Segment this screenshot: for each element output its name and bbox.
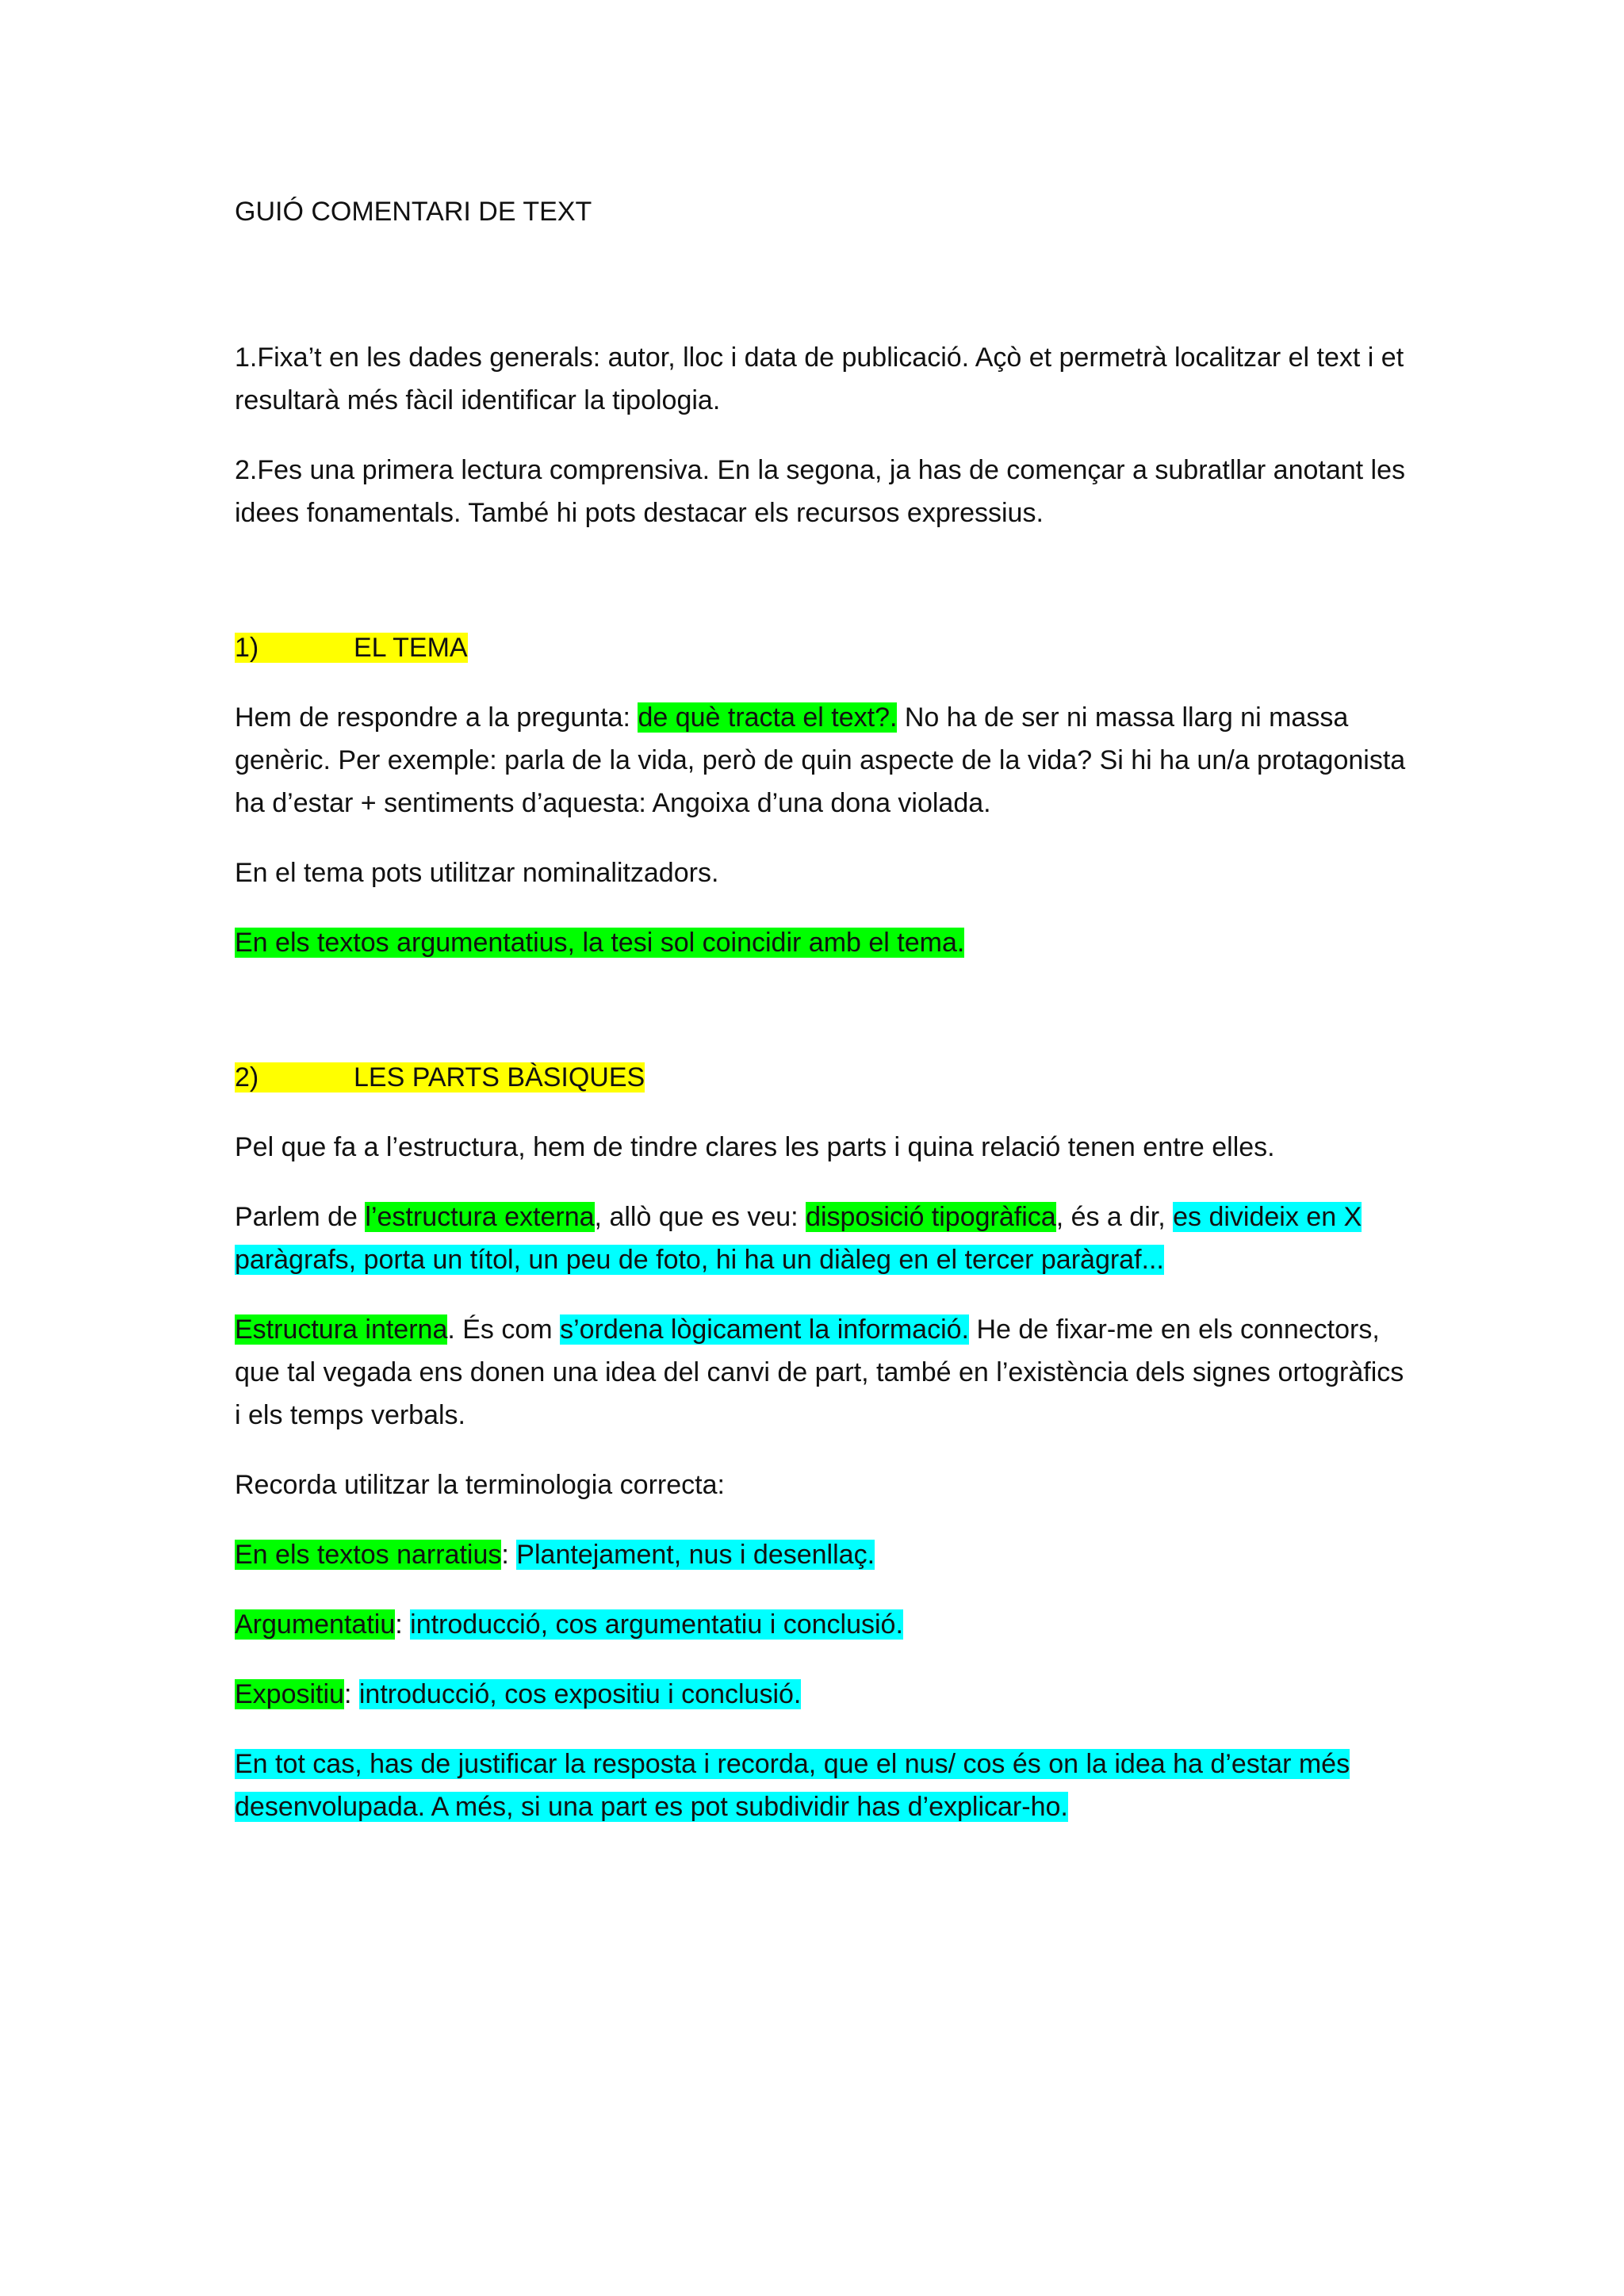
- highlighted-typographic-layout: disposició tipogràfica: [806, 1202, 1056, 1232]
- section-2-number: 2): [235, 1062, 259, 1093]
- highlighted-question: de què tracta el text?.: [638, 702, 898, 733]
- section-1-title: EL TEMA: [354, 633, 468, 663]
- section-1-paragraph-3: [235, 921, 1408, 964]
- highlighted-internal-structure: Estructura interna: [235, 1314, 448, 1345]
- text-run: Parlem de: [235, 1202, 366, 1232]
- terminology-separator: :: [343, 1679, 359, 1709]
- text-run: . És com: [447, 1314, 561, 1345]
- document-body: [235, 190, 1408, 1855]
- terminology-narrative: [235, 1533, 1408, 1576]
- section-1-number: 1): [235, 633, 259, 663]
- highlighted-final-note: En tot cas, has de justificar la resposta i recorda, que el nus/ cos és on la idea ha d’estar més desenvolupada. A més, si una part es pot subdividir has d’explicar-ho.: [235, 1749, 1350, 1822]
- section-2-paragraph-3: [235, 1308, 1408, 1437]
- section-1-heading-highlight: [235, 633, 468, 663]
- section-2-heading: [235, 1056, 1408, 1099]
- text-run: , és a dir,: [1055, 1202, 1174, 1232]
- intro-paragraph-2: 2.Fes una primera lectura comprensiva. En la segona, ja has de començar a subratllar anotant les idees fonamentals. També hi pots destacar els recursos expressius.: [235, 455, 1406, 528]
- text-run: , allò que es veu:: [594, 1202, 806, 1232]
- terminology-separator: :: [501, 1540, 517, 1570]
- section-1-paragraph-2: En el tema pots utilitzar nominalitzadors.: [235, 858, 719, 888]
- terminology-argumentative-label: Argumentatiu: [235, 1609, 396, 1640]
- terminology-narrative-value: Plantejament, nus i desenllaç.: [516, 1540, 875, 1570]
- terminology-argumentative-value: introducció, cos argumentatiu i conclusió.: [410, 1609, 903, 1640]
- section-2-heading-highlight: [235, 1062, 645, 1093]
- text-run: He de fixar-me en els connectors, que tal vegada ens donen una idea del canvi de part, també en l’existència dels signes ortogràfics i els temps verbals.: [235, 1314, 1404, 1430]
- section-1-paragraph-1: [235, 696, 1408, 825]
- intro-paragraph-1: 1.Fixa’t en les dades generals: autor, lloc i data de publicació. Açò et permetrà localitzar el text i et resultarà més fàcil identificar la tipologia.: [235, 342, 1404, 415]
- section-2-title: LES PARTS BÀSIQUES: [354, 1062, 645, 1093]
- highlighted-thesis-note: En els textos argumentatius, la tesi sol coincidir amb el tema.: [235, 928, 965, 958]
- text-run: No ha de ser ni massa llarg ni massa genèric. Per exemple: parla de la vida, però de quin aspecte de la vida? Si hi ha un/a protagonista ha d’estar + sentiments d’aquesta: Angoixa d’una dona violada.: [235, 702, 1406, 818]
- section-2-paragraph-4: Recorda utilitzar la terminologia correcta:: [235, 1470, 725, 1500]
- section-1-heading: [235, 626, 1408, 669]
- highlighted-external-structure: l’estructura externa: [365, 1202, 595, 1232]
- terminology-expository-label: Expositiu: [235, 1679, 344, 1709]
- terminology-expository: [235, 1673, 1408, 1716]
- terminology-narrative-label: En els textos narratius: [235, 1540, 502, 1570]
- terminology-separator: :: [395, 1609, 411, 1640]
- highlighted-external-example: es divideix en X paràgrafs, porta un títol, un peu de foto, hi ha un diàleg en el tercer paràgraf...: [235, 1202, 1362, 1275]
- section-2-final-paragraph: [235, 1743, 1408, 1828]
- section-2-paragraph-2: [235, 1196, 1408, 1281]
- text-run: Hem de respondre a la pregunta:: [235, 702, 638, 733]
- terminology-expository-value: introducció, cos expositiu i conclusió.: [358, 1679, 802, 1709]
- terminology-argumentative: [235, 1603, 1408, 1646]
- document-title: GUIÓ COMENTARI DE TEXT: [235, 197, 592, 227]
- highlighted-logical-order: s’ordena lògicament la informació.: [560, 1314, 969, 1345]
- section-2-paragraph-1: Pel que fa a l’estructura, hem de tindre clares les parts i quina relació tenen entre elles.: [235, 1132, 1275, 1162]
